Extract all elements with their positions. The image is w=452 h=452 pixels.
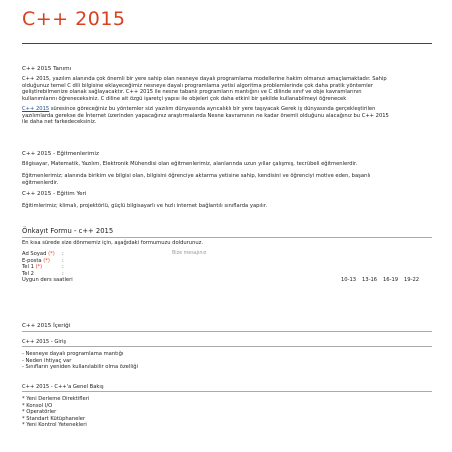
time-option-4[interactable]: 19-22 [404,277,420,283]
overview-item-2: * Konsol I/O [22,402,53,409]
intro-item-3: - Sınıfların yeniden kullanılabilir olma özelliği [22,364,138,370]
overview-item-4: * Standart Kütüphaneler [22,415,86,422]
name-label: Ad Soyad (*) [22,251,55,257]
phone1-colon: : [62,264,64,270]
phone2-input[interactable] [87,272,157,277]
intro-item-1: - Nesneye dayalı programlama mantığı [22,351,124,357]
required-mark: (*) [35,264,43,270]
email-colon: : [62,257,64,264]
page-title: C++ 2015 [22,8,126,30]
form-intro: En kısa sürede size dönmemiz için, aşağıdaki formumuzu doldurunuz. [22,240,204,246]
definition-heading: C++ 2015 Tanımı [22,66,72,72]
phone2-colon: : [62,270,64,277]
hours-label: Uygun ders saatleri [22,277,73,283]
phone1-label: Tel 1 (*) [22,264,43,270]
phone1-input[interactable] [87,265,157,270]
intro-subheading: C++ 2015 - Giriş [22,339,67,345]
content-divider [22,331,432,332]
email-input[interactable] [87,259,157,264]
instructors-heading: C++ 2015 - Eğitmenlerimiz [22,151,99,157]
instructors-para-2-line-1: Eğitmenlerimiz; alanında birikim ve bilgisi olan, bilgisini öğrenciye aktarma yetisine sahip, kendisini ve öğrenciyi motive eden, başarılı [22,173,371,179]
definition-line-1: C++ 2015, yazılım alanında çok önemli bir yere sahip olan nesneye dayalı programlama modellerine hakim olmanızı amaçlamaktadır. Sahip [22,76,387,82]
time-option-2[interactable]: 13-16 [362,277,378,283]
message-textarea[interactable]: Bize mesajınız [172,251,207,256]
time-option-1[interactable]: 10-13 [341,277,357,283]
definition-para-2-line-2: yazılımlarda gerekse de İnternet üzerinden yapacağınız araştırmalarda Nesne kavramının ne kadar önemli olduğunu alacağınız bu C++ 2015 [22,112,389,119]
required-mark: (*) [48,251,55,257]
required-mark: (*) [43,257,50,264]
overview-divider [22,391,432,392]
overview-item-1: * Yeni Derleme Direktifleri [22,396,90,402]
name-input[interactable] [87,252,157,257]
phone2-label: Tel 2 [22,270,34,277]
definition-line-3: geliştirebilmenize olanak sağlayacaktır. C++ 2015 ile nesne tabanlı programların mantığını ve C dilinde sınıf ve obje kavramlarının [22,89,362,95]
title-divider [22,43,432,44]
definition-line-4: kullanımlarını öğreneceksiniz. C diline ait özgü işaretçi yapısı ile objeleri çok daha etkinl bir şekilde kullanabilmeyi öğrenecek [22,95,347,102]
name-colon: : [62,251,64,257]
definition-para-2-text: süresince göreceğiniz bu yöntemler sizi yazılım dünyasında ayrıcalıklı bir yere taşıyacak Gerek iş dünyasında gerçekleştirilen [49,106,376,112]
overview-subheading: C++ 2015 - C++'a Genel Bakış [22,384,104,390]
course-link[interactable]: C++ 2015 [22,106,50,112]
overview-item-3: * Operatörler [22,409,57,415]
time-option-3[interactable]: 16-19 [383,277,399,283]
intro-item-2: - Neden ihtiyaç var [22,357,72,364]
overview-item-5: * Yeni Kontrol Yetenekleri [22,422,87,428]
form-divider [22,237,432,238]
form-heading: Önkayıt Formu - c++ 2015 [22,227,114,235]
content-heading: C++ 2015 İçeriği [22,323,71,329]
intro-divider [22,346,432,347]
email-label: E-posta (*) [22,257,50,264]
venue-para: Eğitimlerimiz; klimalı, projektörlü, güçlü bilgisayarlı ve hızlı internet bağlantılı sınıflarda yapılır. [22,203,268,209]
instructors-para-1: Bilgisayar, Matematik, Yazılım, Elektronik Mühendisi olan eğitmenlerimiz, alanlarında uzun yıllar çalışmış, tecrübeli eğitmenlerdir. [22,161,358,167]
definition-line-2: olduğunuz temel C dili bilgisine eklayeceğimiz nesneye dayalı programlama yetisi algoritma problemlerinde çok daha pratik yöntemler [22,82,373,89]
instructors-para-2-line-2: eğitmenlerdir. [22,179,59,186]
definition-para-2-line-3: ile daha net farkedeceksiniz. [22,119,97,125]
venue-heading: C++ 2015 - Eğitim Yeri [22,191,87,197]
